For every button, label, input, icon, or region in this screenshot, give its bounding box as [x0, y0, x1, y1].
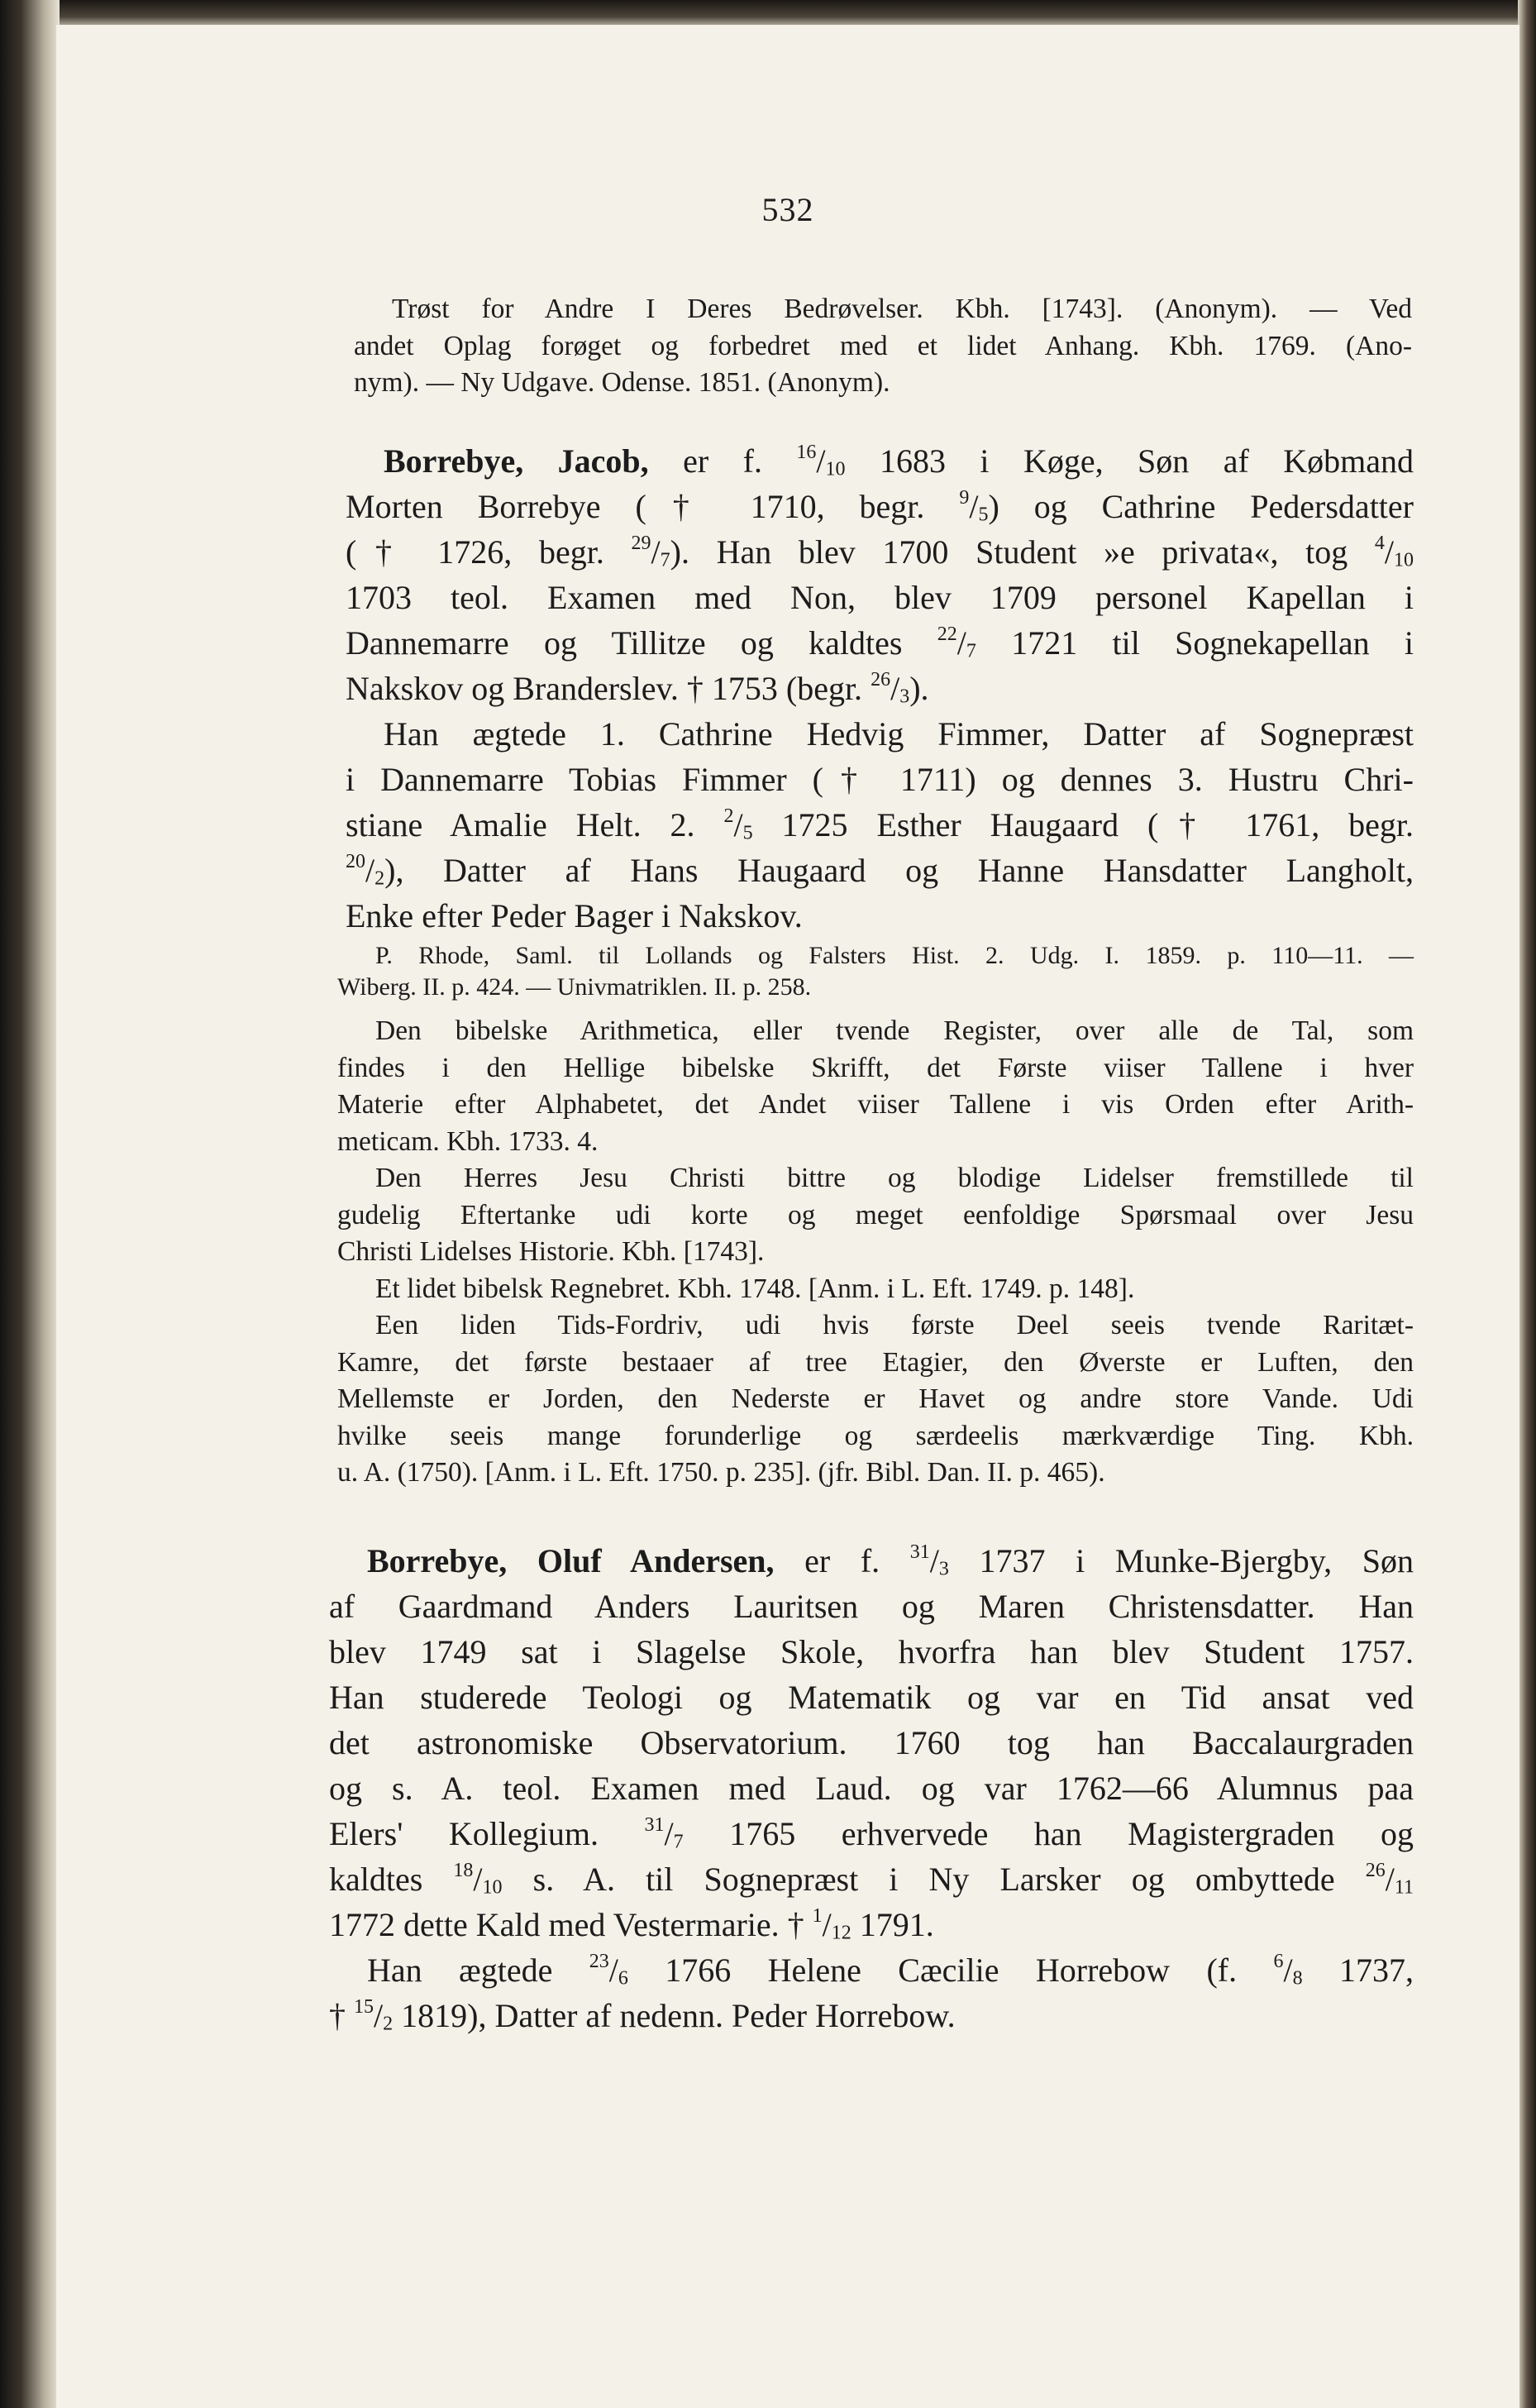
- biography-entry-oluf-andersen-borrebye: [329, 1538, 1414, 2038]
- entry-line: Dannemarre og Tillitze og kaldtes $^{22}/_7$ 1721 til Sognekapellan i: [346, 624, 1414, 662]
- entry-line: Enke efter Peder Bager i Nakskov.: [346, 897, 803, 934]
- book-page: [56, 25, 1519, 2408]
- entry-line: († 1726, begr. $^{29}/_7$). Han blev 1700 Student »e privata«, tog $^4/_{10}$: [346, 533, 1414, 571]
- biography-entry-jacob-borrebye: [346, 438, 1414, 939]
- book-binding-top: [0, 0, 1536, 28]
- entry-line: kaldtes $^{18}/_{10}$ s. A. til Sognepræst i Ny Larsker og ombyttede $^{26}/_{11}$: [329, 1860, 1414, 1899]
- entry-heading: Borrebye, Oluf Andersen,: [367, 1542, 775, 1579]
- entry-line: † $^{15}/_2$ 1819), Datter af nedenn. Peder Horrebow.: [329, 1996, 956, 2035]
- entry-line: 1703 teol. Examen med Non, blev 1709 personel Kapellan i: [346, 579, 1414, 616]
- entry-line: Morten Borrebye († 1710, begr. $^9/_5$) og Cathrine Pedersdatter: [346, 487, 1414, 526]
- entry-heading: Borrebye, Jacob,: [384, 442, 649, 480]
- entry-line: Borrebye, Oluf Andersen, er f. $^{31}/_3$ 1737 i Munke-Bjergby, Søn: [367, 1541, 1414, 1580]
- book-binding-left: [0, 0, 60, 2408]
- entry-line: det astronomiske Observatorium. 1760 tog han Baccalaurgraden: [329, 1724, 1414, 1761]
- entry-line: Nakskov og Branderslev. † 1753 (begr. $^{26}/_3$).: [346, 669, 929, 708]
- source-line: Wiberg. II. p. 424. — Univmatriklen. II. p. 258.: [337, 973, 812, 1001]
- entry-line: blev 1749 sat i Slagelse Skole, hvorfra han blev Student 1757.: [329, 1633, 1414, 1670]
- works-list-previous: [354, 291, 1412, 402]
- page-number: 532: [761, 191, 814, 228]
- works-list-jacob-borrebye: [337, 1013, 1414, 1492]
- entry-line: i Dannemarre Tobias Fimmer († 1711) og dennes 3. Hustru Chri-: [346, 761, 1414, 798]
- work-line: nym). — Ny Udgave. Odense. 1851. (Anonym).: [354, 367, 890, 398]
- entry-line: Han ægtede $^{23}/_6$ 1766 Helene Cæcilie Horrebow (f. $^6/_8$ 1737,: [367, 1951, 1414, 1990]
- entry-line: 1772 dette Kald med Vestermarie. † $^1/_{12}$ 1791.: [329, 1905, 934, 1944]
- work-item: Den Herres Jesu Christi bittre og blodige Lidelser fremstillede til gudelig Eftertanke udi korte og meget eenfoldige Spørsmaal over Jesu Christi Lidelses Historie. Kbh. [1743].: [337, 1163, 1414, 1267]
- sources-list: [337, 940, 1414, 1003]
- entry-line: af Gaardmand Anders Lauritsen og Maren Christensdatter. Han: [329, 1588, 1414, 1625]
- work-line: Trøst for Andre I Deres Bedrøvelser. Kbh. [1743]. (Anonym). — Ved: [392, 294, 1412, 324]
- entry-line: og s. A. teol. Examen med Laud. og var 1762—66 Alumnus paa: [329, 1770, 1414, 1807]
- source-line: P. Rhode, Saml. til Lollands og Falsters Hist. 2. Udg. I. 1859. p. 110—11. —: [375, 942, 1414, 969]
- entry-line: Elers' Kollegium. $^{31}/_7$ 1765 erhvervede han Magistergraden og: [329, 1814, 1414, 1853]
- entry-line: $^{20}/_2$), Datter af Hans Haugaard og Hanne Hansdatter Langholt,: [346, 851, 1414, 890]
- book-binding-right: [1518, 0, 1536, 2408]
- entry-line: Borrebye, Jacob, er f. $^{16}/_{10}$ 1683 i Køge, Søn af Købmand: [384, 442, 1414, 480]
- work-item: Een liden Tids-Fordriv, udi hvis første Deel seeis tvende Raritæt- Kamre, det første bestaaer af tree Etagier, den Øverste er Luften, den Mellemste er Jorden, den Nederste er Havet og andre store Vande. Udi hvilke seeis mange forunderlige og særdeelis mærkværdige Ting. Kbh. u. A. (1750). [Anm. i L. Eft. 1750. p. 235]. (jfr. Bibl. Dan. II. p. 465).: [337, 1310, 1414, 1488]
- work-line: andet Oplag forøget og forbedret med et lidet Anhang. Kbh. 1769. (Ano-: [354, 330, 1412, 361]
- work-item: Et lidet bibelsk Regnebret. Kbh. 1748. [Anm. i L. Eft. 1749. p. 148].: [375, 1273, 1135, 1304]
- entry-line: Han ægtede 1. Cathrine Hedvig Fimmer, Datter af Sognepræst: [384, 715, 1414, 752]
- entry-line: stiane Amalie Helt. 2. $^2/_5$ 1725 Esther Haugaard († 1761, begr.: [346, 805, 1414, 844]
- work-item: Den bibelske Arithmetica, eller tvende Register, over alle de Tal, som findes i den Hellige bibelske Skrifft, det Første viiser Tallene i hver Materie efter Alphabetet, det Andet viiser Tallene i vis Orden efter Arith- meticam. Kbh. 1733. 4.: [337, 1015, 1414, 1157]
- entry-line: Han studerede Teologi og Matematik og var en Tid ansat ved: [329, 1679, 1414, 1716]
